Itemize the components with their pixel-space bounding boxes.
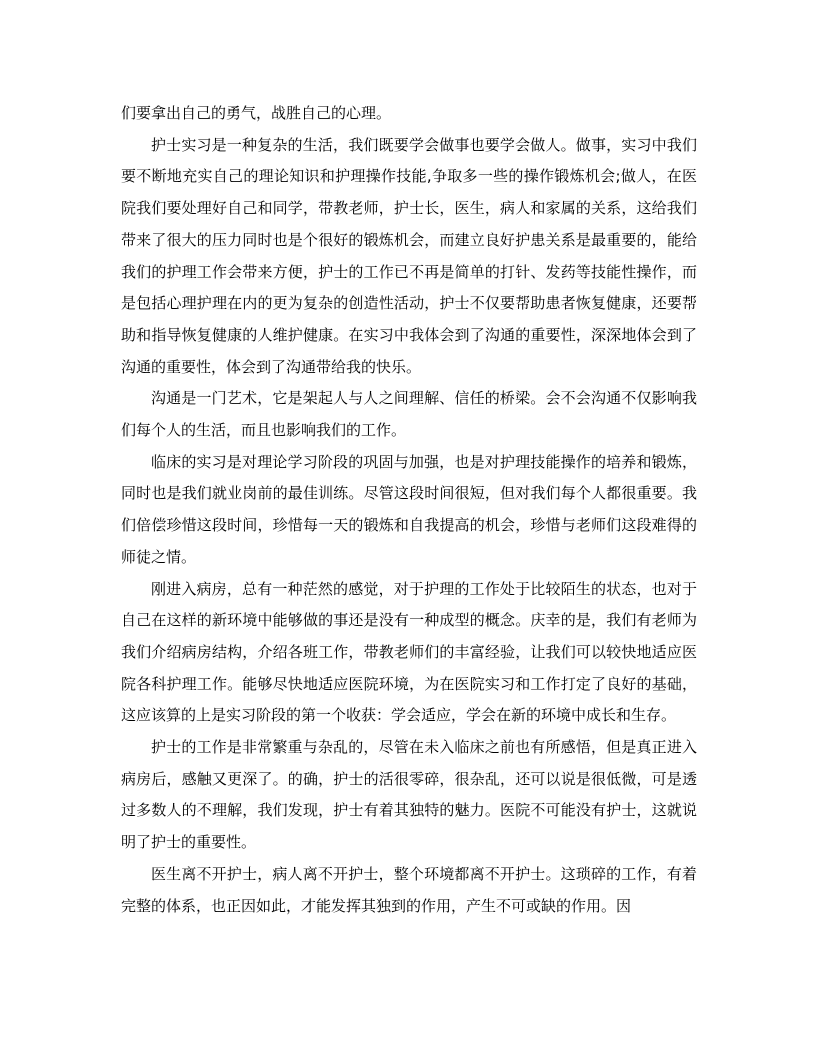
paragraph-entering-ward: 刚进入病房，总有一种茫然的感觉，对于护理的工作处于比较陌生的状态，也对于自己在这样的新环境中能够做的事还是没有一种成型的概念。庆幸的是，我们有老师为我们介绍病房结构，介绍各班工作，带教老师们的丰富经验，让我们可以较快地适应医院各科护理工作。能够尽快地适应医院环境，为在医院实习和工作打定了良好的基础，这应该算的上是实习阶段的第一个收获：学会适应，学会在新的环境中成长和生存。: [121, 579, 697, 725]
paragraph-doctors-need-nurses: 医生离不开护士，病人离不开护士，整个环境都离不开护士。这琐碎的工作，有着完整的体系，也正因如此，才能发挥其独到的作用，产生不可或缺的作用。因: [121, 864, 697, 915]
document-body: [121, 98, 697, 922]
paragraph-clinical-practice: 临床的实习是对理论学习阶段的巩固与加强，也是对护理技能操作的培养和锻炼，同时也是我们就业岗前的最佳训练。尽管这段时间很短，但对我们每个人都很重要。我们倍偿珍惜这段时间，珍惜每一天的锻炼和自我提高的机会，珍惜与老师们这段难得的师徒之情。: [121, 452, 697, 566]
paragraph-nursing-work: 护士的工作是非常繁重与杂乱的，尽管在未入临床之前也有所感悟，但是真正进入病房后，感触又更深了。的确，护士的活很零碎，很杂乱，还可以说是很低微，可是透过多数人的不理解，我们发现，护士有着其独特的魅力。医院不可能没有护士，这就说明了护士的重要性。: [121, 738, 697, 852]
paragraph-internship-life: 护士实习是一种复杂的生活，我们既要学会做事也要学会做人。做事，实习中我们要不断地充实自己的理论知识和护理操作技能,争取多一些的操作锻炼机会;做人，在医院我们要处理好自己和同学，带教老师，护士长，医生，病人和家属的关系，这给我们带来了很大的压力同时也是个很好的锻炼机会，而建立良好护患关系是最重要的，能给我们的护理工作会带来方便，护士的工作已不再是简单的打针、发药等技能性操作，而是包括心理护理在内的更为复杂的创造性活动，护士不仅要帮助患者恢复健康，还要帮助和指导恢复健康的人维护健康。在实习中我体会到了沟通的重要性，深深地体会到了沟通的重要性，体会到了沟通带给我的快乐。: [121, 135, 697, 376]
paragraph-continued: 们要拿出自己的勇气，战胜自己的心理。: [121, 104, 392, 122]
paragraph-communication-art: 沟通是一门艺术，它是架起人与人之间理解、信任的桥梁。会不会沟通不仅影响我们每个人的生活，而且也影响我们的工作。: [121, 389, 697, 440]
